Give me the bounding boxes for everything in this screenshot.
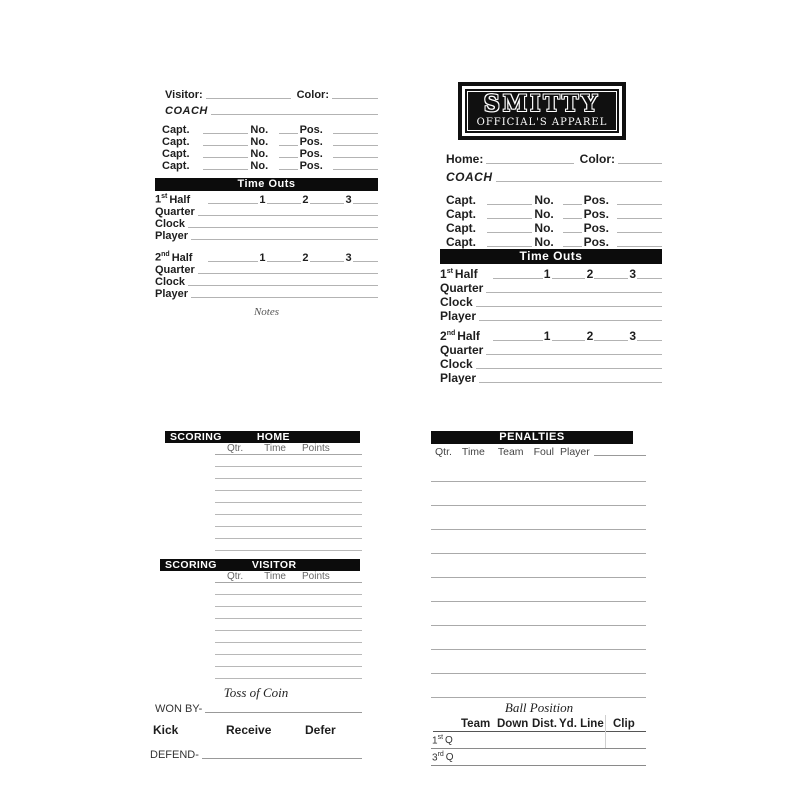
won-by-row — [150, 701, 362, 715]
color-line — [332, 97, 378, 99]
score-entry-line — [215, 467, 362, 479]
first-quarter-label: 1st Q — [432, 733, 453, 746]
first-half-row: 1st Half 1 2 3 — [155, 194, 378, 206]
color-line — [618, 162, 662, 164]
defend-line — [202, 757, 362, 759]
first-half-label: 1st Half — [155, 193, 191, 206]
penalty-entry-line — [431, 530, 646, 554]
score-entry-line — [215, 631, 362, 643]
receive-option: Receive — [226, 723, 272, 737]
defend-label: DEFEND- — [150, 749, 199, 761]
defer-option: Defer — [305, 723, 336, 737]
coach-line — [496, 180, 663, 182]
captain-row: Capt. No. Pos. — [440, 207, 662, 221]
visitor-label: Visitor: — [165, 89, 203, 101]
captain-row: Capt. No. Pos. — [440, 235, 662, 249]
penalty-entry-line — [431, 458, 646, 482]
clock-label: Clock — [155, 276, 185, 288]
quarter-label: Quarter — [155, 206, 195, 218]
score-entry-line — [215, 583, 362, 595]
scoring-home-bar: SCORING HOME — [165, 431, 360, 443]
penalty-entry-line — [431, 554, 646, 578]
penalty-entry-line — [431, 626, 646, 650]
score-entry-line — [215, 479, 362, 491]
third-quarter-row — [431, 749, 646, 766]
color-label: Color: — [579, 152, 615, 166]
score-entry-line — [215, 607, 362, 619]
scoring-visitor-bar: SCORING VISITOR — [160, 559, 360, 571]
score-entry-line — [215, 515, 362, 527]
player-label: Player — [440, 371, 477, 385]
score-entry-line — [215, 527, 362, 539]
second-half-row: 2nd Half 1 2 3 — [440, 329, 662, 343]
player-label: Player — [155, 288, 189, 300]
quarter-label: Quarter — [155, 264, 195, 276]
scoring-section — [150, 428, 362, 761]
penalties-section — [428, 428, 650, 766]
penalty-entry-line — [431, 506, 646, 530]
smitty-logo — [458, 82, 626, 140]
second-half-row: 2nd Half 1 2 3 — [155, 252, 378, 264]
third-quarter-label: 3rd Q — [432, 750, 454, 763]
ball-position-columns: Team Down Dist. Yd. Line Clip — [433, 716, 646, 732]
first-quarter-row — [431, 732, 646, 749]
clock-label: Clock — [440, 357, 473, 371]
home-label: Home: — [446, 152, 484, 166]
won-by-label: WON BY- — [155, 703, 203, 715]
smitty-logo-subtitle: OFFICIAL'S APPAREL — [476, 117, 608, 128]
won-by-line — [205, 711, 362, 713]
coach-label: COACH — [165, 105, 208, 117]
captain-row: Capt. No. Pos. — [440, 193, 662, 207]
score-entry-line — [215, 539, 362, 551]
kick-option: Kick — [153, 723, 179, 737]
timeouts-header-bar: Time Outs — [155, 178, 378, 191]
second-half-label: 2nd Half — [440, 329, 480, 343]
penalty-entry-line — [431, 482, 646, 506]
score-entry-line — [215, 595, 362, 607]
clock-label: Clock — [440, 295, 473, 309]
home-card — [440, 80, 662, 385]
score-entry-line — [215, 503, 362, 515]
score-entry-line — [215, 643, 362, 655]
player-label: Player — [155, 230, 189, 242]
toss-options-row — [150, 723, 362, 737]
player-label: Player — [440, 309, 477, 323]
smitty-logo-name: SMITTY — [483, 91, 601, 117]
clock-label: Clock — [155, 218, 185, 230]
home-name-line — [486, 162, 573, 164]
ball-position-title: Ball Position — [504, 700, 574, 715]
penalty-entry-line — [431, 602, 646, 626]
score-entry-line — [215, 455, 362, 467]
penalties-columns: Qtr. Time Team Foul Player — [428, 446, 650, 458]
penalty-entry-line — [431, 650, 646, 674]
coach-line — [211, 113, 378, 115]
visitor-name-line — [206, 97, 291, 99]
score-entry-line — [215, 619, 362, 631]
first-half-row: 1st Half 1 2 3 — [440, 267, 662, 281]
score-entry-line — [215, 655, 362, 667]
scoring-visitor-columns: Qtr. Time Points — [215, 571, 362, 583]
first-half-label: 1st Half — [440, 267, 478, 281]
notes-label: Notes — [253, 306, 280, 318]
second-half-label: 2nd Half — [155, 251, 193, 264]
penalty-entry-line — [431, 578, 646, 602]
captain-row: Capt. No. Pos. — [155, 136, 378, 148]
color-label: Color: — [296, 89, 329, 101]
captain-row: Capt. No. Pos. — [155, 148, 378, 160]
score-entry-line — [215, 491, 362, 503]
clip-column-divider — [605, 715, 606, 748]
scoring-home-columns: Qtr. Time Points — [215, 443, 362, 455]
penalties-header-bar: PENALTIES — [431, 431, 633, 444]
quarter-label: Quarter — [440, 343, 484, 357]
captain-row: Capt. No. Pos. — [155, 124, 378, 136]
visitor-card — [155, 88, 378, 318]
defend-row — [150, 747, 362, 761]
penalty-entry-line — [431, 674, 646, 698]
captain-row: Capt. No. Pos. — [440, 221, 662, 235]
coach-label: COACH — [446, 170, 493, 184]
captain-row: Capt. No. Pos. — [155, 160, 378, 172]
toss-of-coin-title: Toss of Coin — [223, 685, 289, 700]
quarter-label: Quarter — [440, 281, 484, 295]
score-entry-line — [215, 667, 362, 679]
timeouts-header-bar: Time Outs — [440, 249, 662, 264]
